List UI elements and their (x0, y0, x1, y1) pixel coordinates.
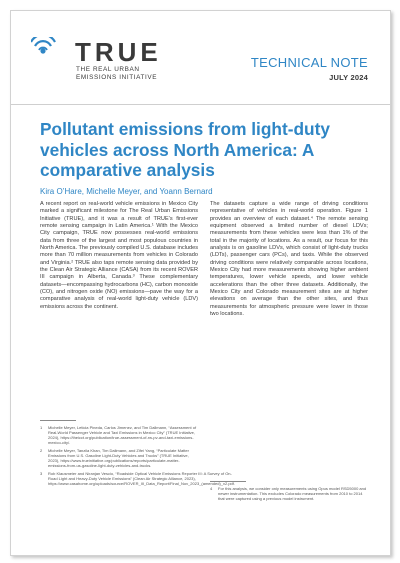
footnote (40, 471, 235, 487)
footnote-number: 4 (210, 486, 213, 491)
document-page (10, 10, 391, 556)
footnote-number: 3 (40, 471, 43, 477)
footnote-text: Michelle Meyer, Tanzila Khan, Tim Dallmann, and Zifei Yang, “Particulate Matter Emissions from U.S. Gasoline Light-Duty Vehicles and Trucks” (TRUE Initiative, 2023), https://www.trueinitiative.org/publications/reports/particulate-matter-emissions-from-us-gasoline-light-duty-vehicles-and-trucks. (48, 448, 189, 469)
true-logo-arcs-icon (31, 37, 75, 81)
footnote-divider-left (40, 420, 76, 421)
body-paragraph: The datasets capture a wide range of driving conditions representative of vehicles in real-world operation. Figure 1 provides an overview of each dataset.⁴ The remote sensing equipment observed a limited number of diesel LDVs; measurements from these vehicles were less than 1% of the total in the majority of locations. As a result, our focus for this analysis is on gasoline LDVs, which consist of light-duty trucks (LDTs), passenger cars (PCs), and taxis. While the observed driving conditions were relatively comparable across locations, Mexico City had more measurements showing higher ambient temperatures, lower vehicle speeds, and lower vehicle accelerations than the other three datasets. Additionally, the Mexico City and Colorado measurement sites are at higher elevations on average than the other sites, and thus measurements for atmospheric pressure were lower in those two locations. (210, 201, 368, 318)
footnotes-left (40, 425, 235, 490)
footnote-number: 2 (40, 448, 43, 454)
publication-date: JULY 2024 (329, 73, 368, 82)
footnote-divider-right (210, 481, 246, 482)
footnotes-right (210, 486, 368, 504)
footnote (40, 448, 198, 468)
logo-subtitle-line1: THE REAL URBAN (76, 66, 140, 73)
footnote-number: 1 (40, 425, 43, 430)
footnote-text: Michelle Meyer, Leticia Pineda, Carlos Jimenez, and Tim Dallmann, “Assessment of Real-World Passenger Vehicle and Taxi Emissions in Mexico City” (TRUE Initiative, 2024), https://theicct.org/publication/true-assessment-of-rw-pv-and-taxi-emissions-mexico-city/. (48, 425, 197, 446)
body-column-right (210, 201, 368, 319)
footnote (210, 486, 368, 501)
authors-line: Kira O’Hare, Michelle Meyer, and Yoann Bernard (40, 187, 213, 196)
document-type-label: TECHNICAL NOTE (250, 55, 368, 70)
body-paragraph: A recent report on real-world vehicle emissions in Mexico City marked a significant milestone for The Real Urban Emissions Initiative (TRUE), and it was a result of TRUE’s first-ever remote sensing campaign in Latin America.¹ With the Mexico City campaign, TRUE now possesses real-world emissions data from three of the largest and most populous countries in North America. The previously compiled U.S. database includes more than 70 million measurements from vehicles in Colorado and Virginia.² TRUE also taps remote sensing data provided by the Clean Air Strategic Alliance (CASA) from its recent ROVER III campaign in Alberta, Canada.³ These complementary datasets—encompassing hydrocarbons (HC), carbon monoxide (CO), and nitrogen oxide (NO) emissions—pave the way for a comparative analysis of real-world light-duty vehicle (LDV) emissions across the continent. (40, 201, 198, 310)
footnote (40, 425, 198, 445)
true-logo (31, 37, 171, 91)
page-header (11, 11, 390, 105)
footnote-text: For this analysis, we consider only measurements using Opus model RSD5000 and newer instrumentation. This excludes Colorado measurements from 2010 to 2014 that were captured using a previous model instrument. (218, 486, 367, 502)
footnote-text: Rob Klausmeier and Niranjan Vescio, “Roadside Optical Vehicle Emissions Reporter III: A Survey of On-Road Light and Heavy-Duty Vehicle Emissions” (Clean Air Strategic Alliance, 2023), https://www.casahome.org/uploads/source/ROVER_III_Data_Report/Final_Nov_2023_(amended)_v2.pdf. (48, 471, 235, 487)
body-column-left (40, 201, 198, 311)
logo-wordmark: TRUE (75, 37, 162, 67)
logo-subtitle-line2: EMISSIONS INITIATIVE (76, 74, 158, 81)
document-title: Pollutant emissions from light-duty vehicles across North America: A comparative analysis (40, 119, 330, 180)
header-divider (11, 104, 390, 105)
